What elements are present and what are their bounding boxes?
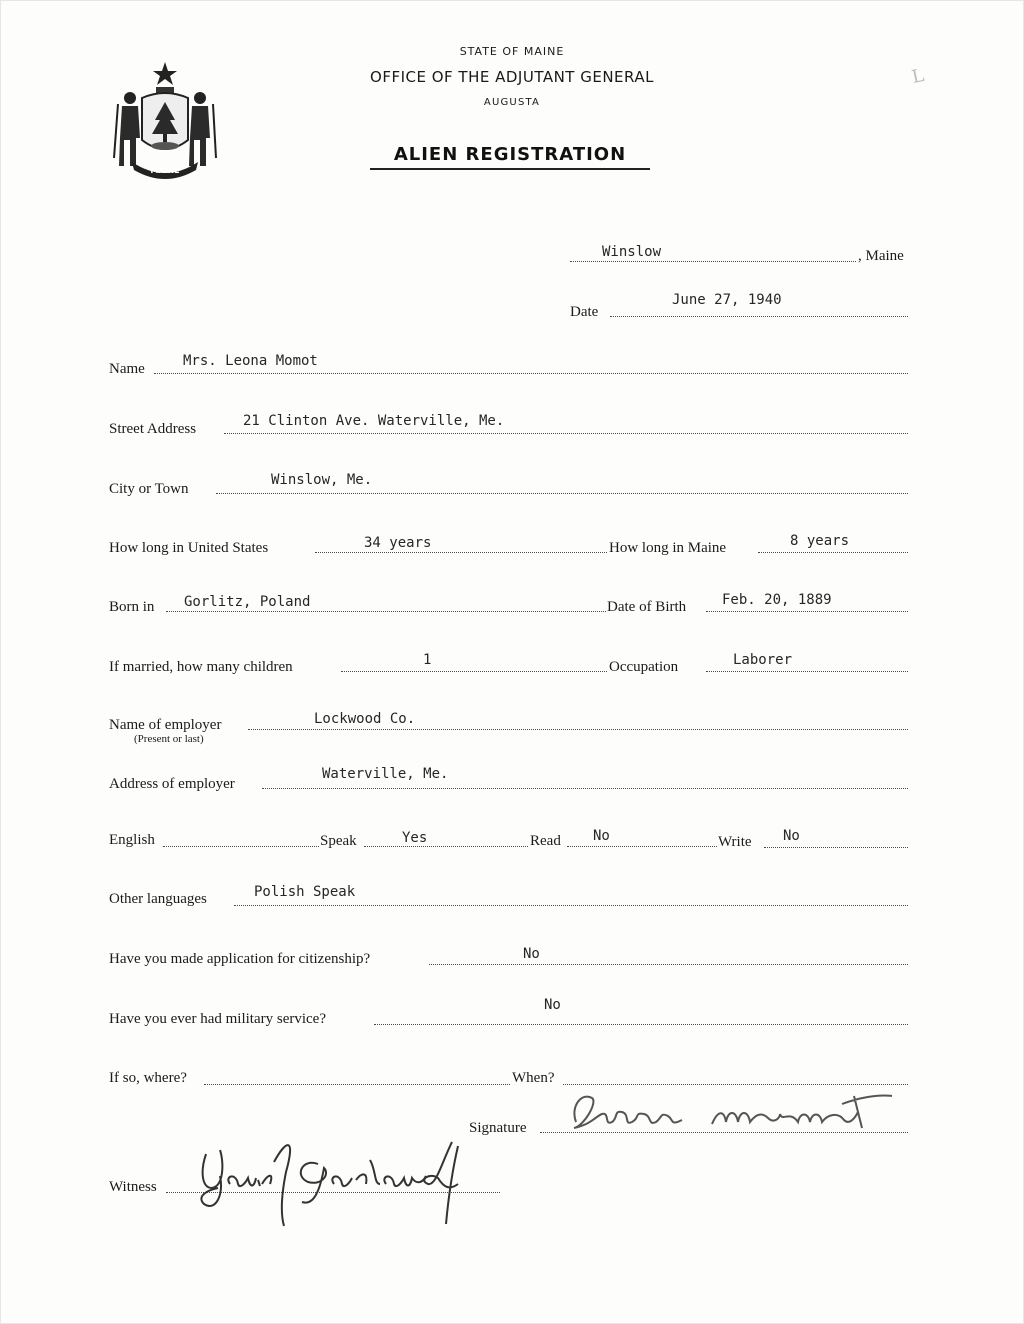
maine-label: , Maine <box>858 248 904 264</box>
children-line <box>341 671 607 672</box>
town-value: Winslow <box>602 244 662 260</box>
title-underline <box>370 168 650 170</box>
street-address-label: Street Address <box>109 421 197 437</box>
name-line <box>154 373 908 374</box>
city-or-town-label: City or Town <box>109 481 189 497</box>
read-label: Read <box>530 833 561 849</box>
citizenship-line <box>429 964 908 965</box>
speak-value: Yes <box>402 830 428 846</box>
born-in-label: Born in <box>109 599 155 615</box>
office-heading <box>0 68 1024 86</box>
city-heading <box>0 97 1024 108</box>
applicant-signature <box>562 1086 908 1138</box>
how-long-us-value: 34 years <box>364 535 432 551</box>
state-heading <box>0 45 1024 58</box>
city-heading-text: AUGUSTA <box>483 97 541 108</box>
how-long-us-label: How long in United States <box>109 540 269 556</box>
street-address-line <box>224 433 908 434</box>
children-value: 1 <box>423 652 432 668</box>
occupation-label: Occupation <box>609 659 679 675</box>
how-long-maine-label: How long in Maine <box>609 540 727 556</box>
other-languages-value: Polish Speak <box>254 884 356 900</box>
other-languages-line <box>234 905 908 906</box>
citizenship-value: No <box>523 946 540 962</box>
state-heading-text: STATE OF MAINE <box>459 45 565 58</box>
name-label: Name <box>109 361 145 377</box>
employer-name-line <box>248 729 908 730</box>
form-title: ALIEN REGISTRATION <box>393 144 627 165</box>
other-languages-label: Other languages <box>109 891 207 907</box>
employer-address-label: Address of employer <box>109 776 235 792</box>
employer-name-note: (Present or last) <box>134 733 204 745</box>
date-line <box>610 316 908 317</box>
signature-label: Signature <box>469 1120 527 1136</box>
how-long-us-line <box>315 552 607 553</box>
when-line <box>563 1084 908 1085</box>
seal-banner-text: MAINE <box>150 166 180 175</box>
if-so-where-label: If so, where? <box>109 1070 187 1086</box>
when-label: When? <box>512 1070 555 1086</box>
witness-label: Witness <box>109 1179 157 1195</box>
military-value: No <box>544 997 561 1013</box>
city-or-town-value: Winslow, Me. <box>271 472 373 488</box>
occupation-value: Laborer <box>733 652 793 668</box>
date-of-birth-line <box>706 611 908 612</box>
children-label: If married, how many children <box>109 659 293 675</box>
write-line <box>764 847 908 848</box>
write-label: Write <box>718 834 752 850</box>
date-value: June 27, 1940 <box>672 292 782 308</box>
street-address-value: 21 Clinton Ave. Waterville, Me. <box>243 413 505 429</box>
employer-name-value: Lockwood Co. <box>314 711 416 727</box>
born-in-line <box>166 611 606 612</box>
military-label: Have you ever had military service? <box>109 1011 326 1027</box>
speak-line <box>364 846 528 847</box>
english-label: English <box>109 832 155 848</box>
employer-address-value: Waterville, Me. <box>322 766 449 782</box>
how-long-maine-line <box>758 552 908 553</box>
town-line <box>570 261 856 262</box>
name-value: Mrs. Leona Momot <box>183 353 318 369</box>
date-of-birth-label: Date of Birth <box>607 599 687 615</box>
born-in-value: Gorlitz, Poland <box>184 594 311 610</box>
corner-check-mark: L <box>909 64 927 89</box>
military-line <box>374 1024 908 1025</box>
write-value: No <box>783 828 800 844</box>
date-label: Date <box>570 304 599 320</box>
how-long-maine-value: 8 years <box>790 533 850 549</box>
occupation-line <box>706 671 908 672</box>
witness-signature <box>190 1132 500 1230</box>
date-of-birth-value: Feb. 20, 1889 <box>722 592 832 608</box>
citizenship-label: Have you made application for citizenship? <box>109 951 371 967</box>
speak-label: Speak <box>320 833 357 849</box>
office-heading-text: OFFICE OF THE ADJUTANT GENERAL <box>370 68 654 86</box>
english-line <box>163 846 319 847</box>
city-or-town-line <box>216 493 908 494</box>
if-so-where-line <box>204 1084 510 1085</box>
employer-name-label: Name of employer <box>109 717 222 733</box>
read-value: No <box>593 828 610 844</box>
employer-address-line <box>262 788 908 789</box>
read-line <box>567 846 717 847</box>
